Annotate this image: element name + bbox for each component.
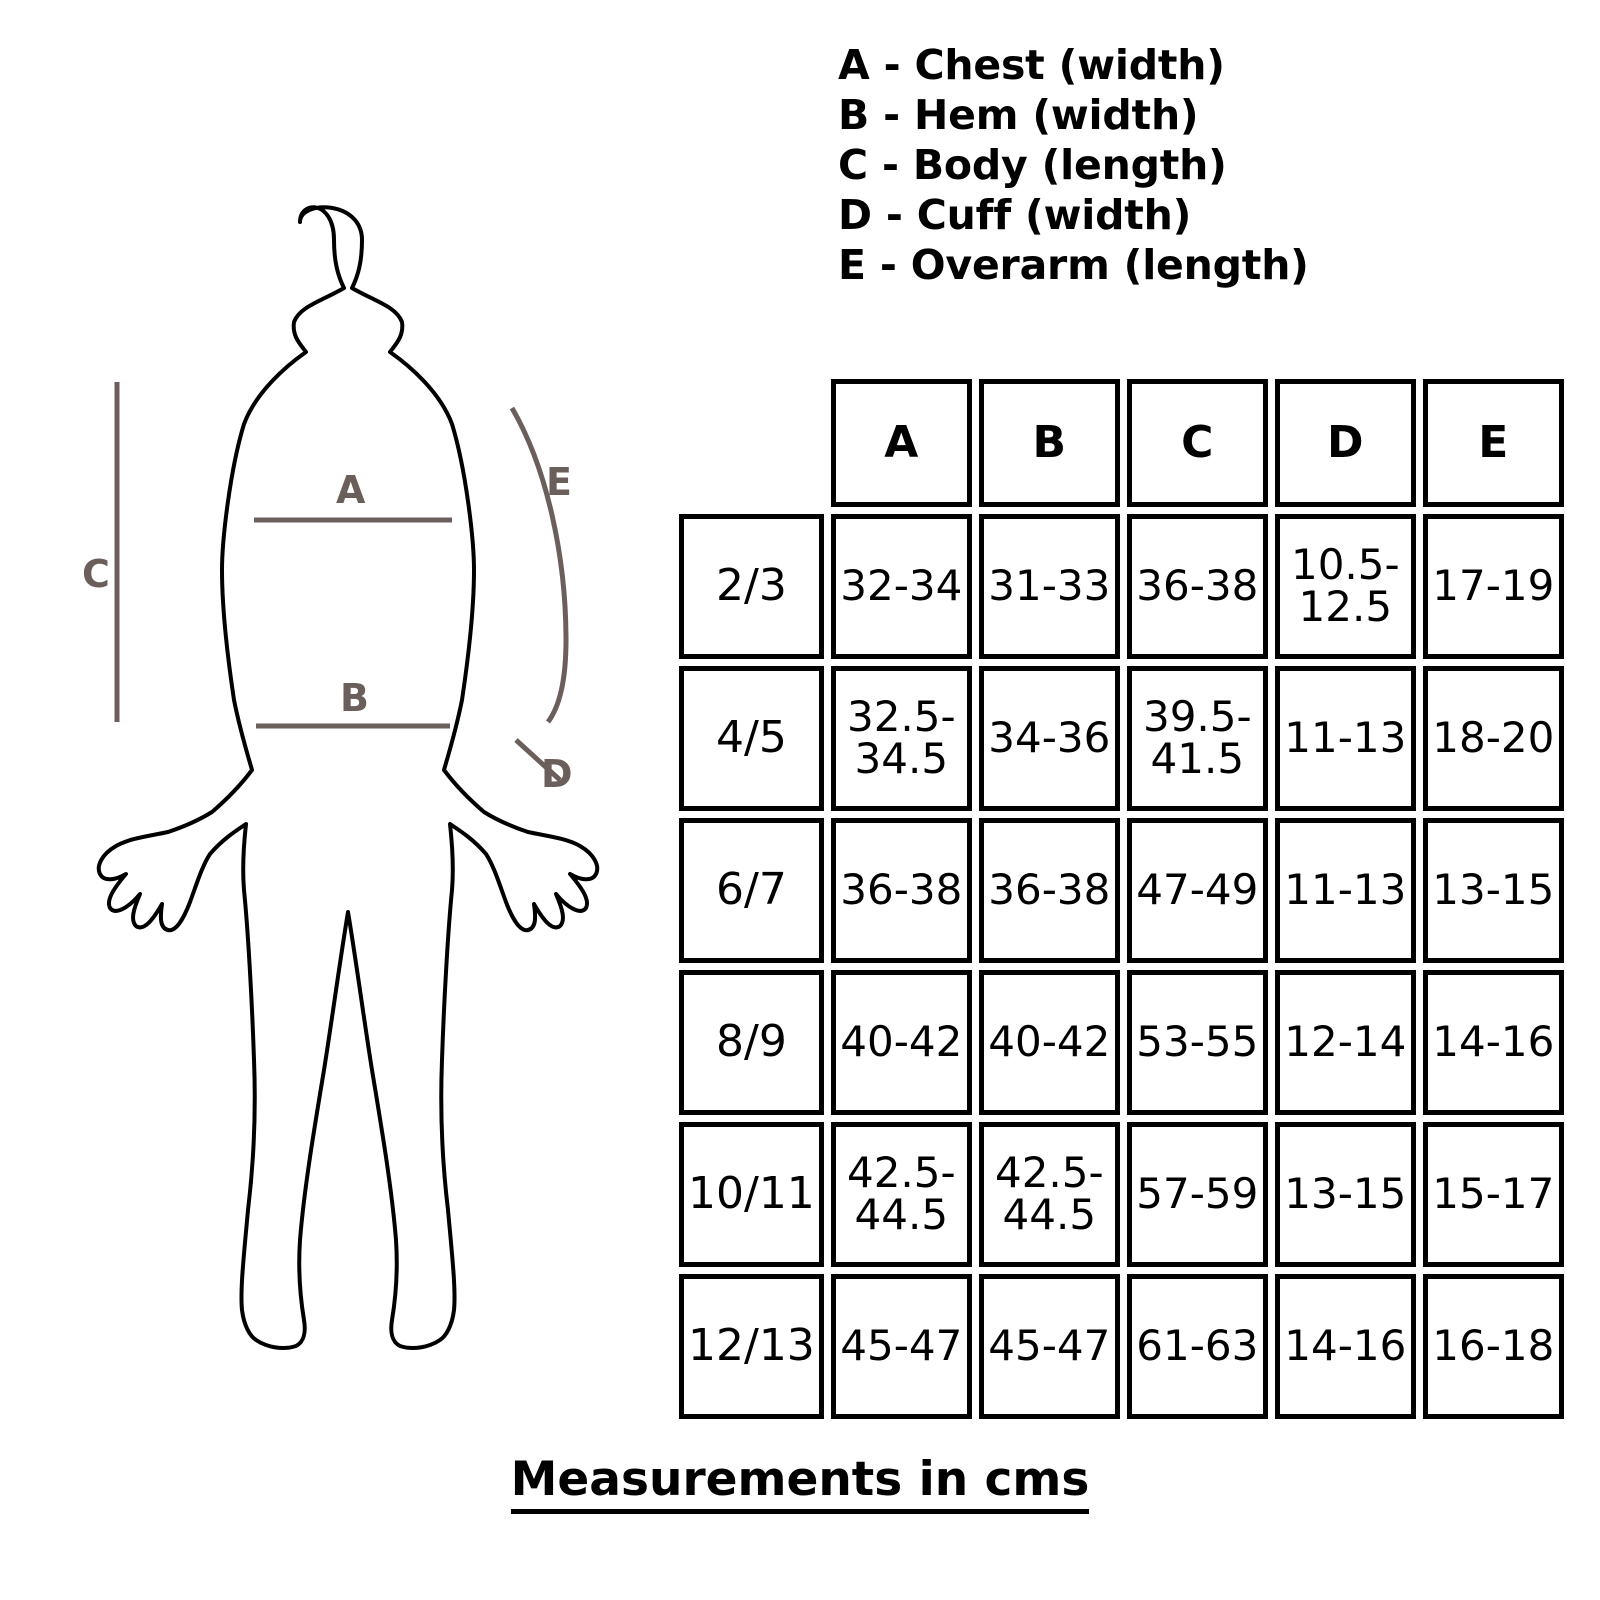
cell-c: 36-38 [1127,514,1268,659]
cell-b: 40-42 [979,970,1120,1115]
cell-c: 53-55 [1127,970,1268,1115]
table-row [679,1274,1564,1419]
footer [0,1452,1600,1514]
row-header-size: 12/13 [679,1274,824,1419]
legend-item-b: B - Hem (width) [838,91,1199,140]
row-header-size: 10/11 [679,1122,824,1267]
cell-e: 17-19 [1423,514,1564,659]
cell-d: 12-14 [1275,970,1416,1115]
cell-c: 57-59 [1127,1122,1268,1267]
measurement-units-caption: Measurements in cms [511,1452,1090,1514]
measurement-legend [838,40,1578,290]
guide-line-e [512,408,566,722]
table-row [679,1122,1564,1267]
cell-e: 15-17 [1423,1122,1564,1267]
cell-c: 61-63 [1127,1274,1268,1419]
legend-item-c: C - Body (length) [838,141,1227,190]
column-header-d: D [1275,379,1416,507]
cell-b: 34-36 [979,666,1120,811]
table-row [679,970,1564,1115]
table-row [679,818,1564,963]
cell-a: 42.5- 44.5 [831,1122,972,1267]
cell-b: 42.5- 44.5 [979,1122,1120,1267]
cell-e: 18-20 [1423,666,1564,811]
table-corner-cell [679,379,824,507]
body-figure-panel [0,0,660,1450]
column-header-e: E [1423,379,1564,507]
cell-a: 32-34 [831,514,972,659]
legend-item-e: E - Overarm (length) [838,241,1309,290]
cell-d: 13-15 [1275,1122,1416,1267]
cell-e: 13-15 [1423,818,1564,963]
column-header-a: A [831,379,972,507]
cell-b: 31-33 [979,514,1120,659]
cell-a: 40-42 [831,970,972,1115]
table-header-row [679,379,1564,507]
cell-d: 10.5- 12.5 [1275,514,1416,659]
cell-d: 11-13 [1275,818,1416,963]
table-row [679,514,1564,659]
table-row [679,666,1564,811]
figure-label-b: B [340,676,369,720]
column-header-c: C [1127,379,1268,507]
figure-label-c: C [82,552,110,596]
cell-e: 14-16 [1423,970,1564,1115]
legend-item-d: D - Cuff (width) [838,191,1192,240]
figure-label-d: D [541,752,573,796]
body-outline-illustration [0,0,660,1450]
column-header-b: B [979,379,1120,507]
row-header-size: 6/7 [679,818,824,963]
cell-a: 45-47 [831,1274,972,1419]
row-header-size: 8/9 [679,970,824,1115]
row-header-size: 4/5 [679,666,824,811]
cell-b: 36-38 [979,818,1120,963]
measurement-guides [117,382,566,780]
cell-d: 14-16 [1275,1274,1416,1419]
figure-label-e: E [546,460,572,504]
cell-a: 36-38 [831,818,972,963]
size-table [672,372,1571,1426]
legend-item-a: A - Chest (width) [838,41,1225,89]
cell-c: 47-49 [1127,818,1268,963]
cell-c: 39.5- 41.5 [1127,666,1268,811]
figure-label-a: A [336,468,366,512]
row-header-size: 2/3 [679,514,824,659]
cell-d: 11-13 [1275,666,1416,811]
human-silhouette-icon [99,207,597,1348]
cell-b: 45-47 [979,1274,1120,1419]
cell-e: 16-18 [1423,1274,1564,1419]
cell-a: 32.5- 34.5 [831,666,972,811]
